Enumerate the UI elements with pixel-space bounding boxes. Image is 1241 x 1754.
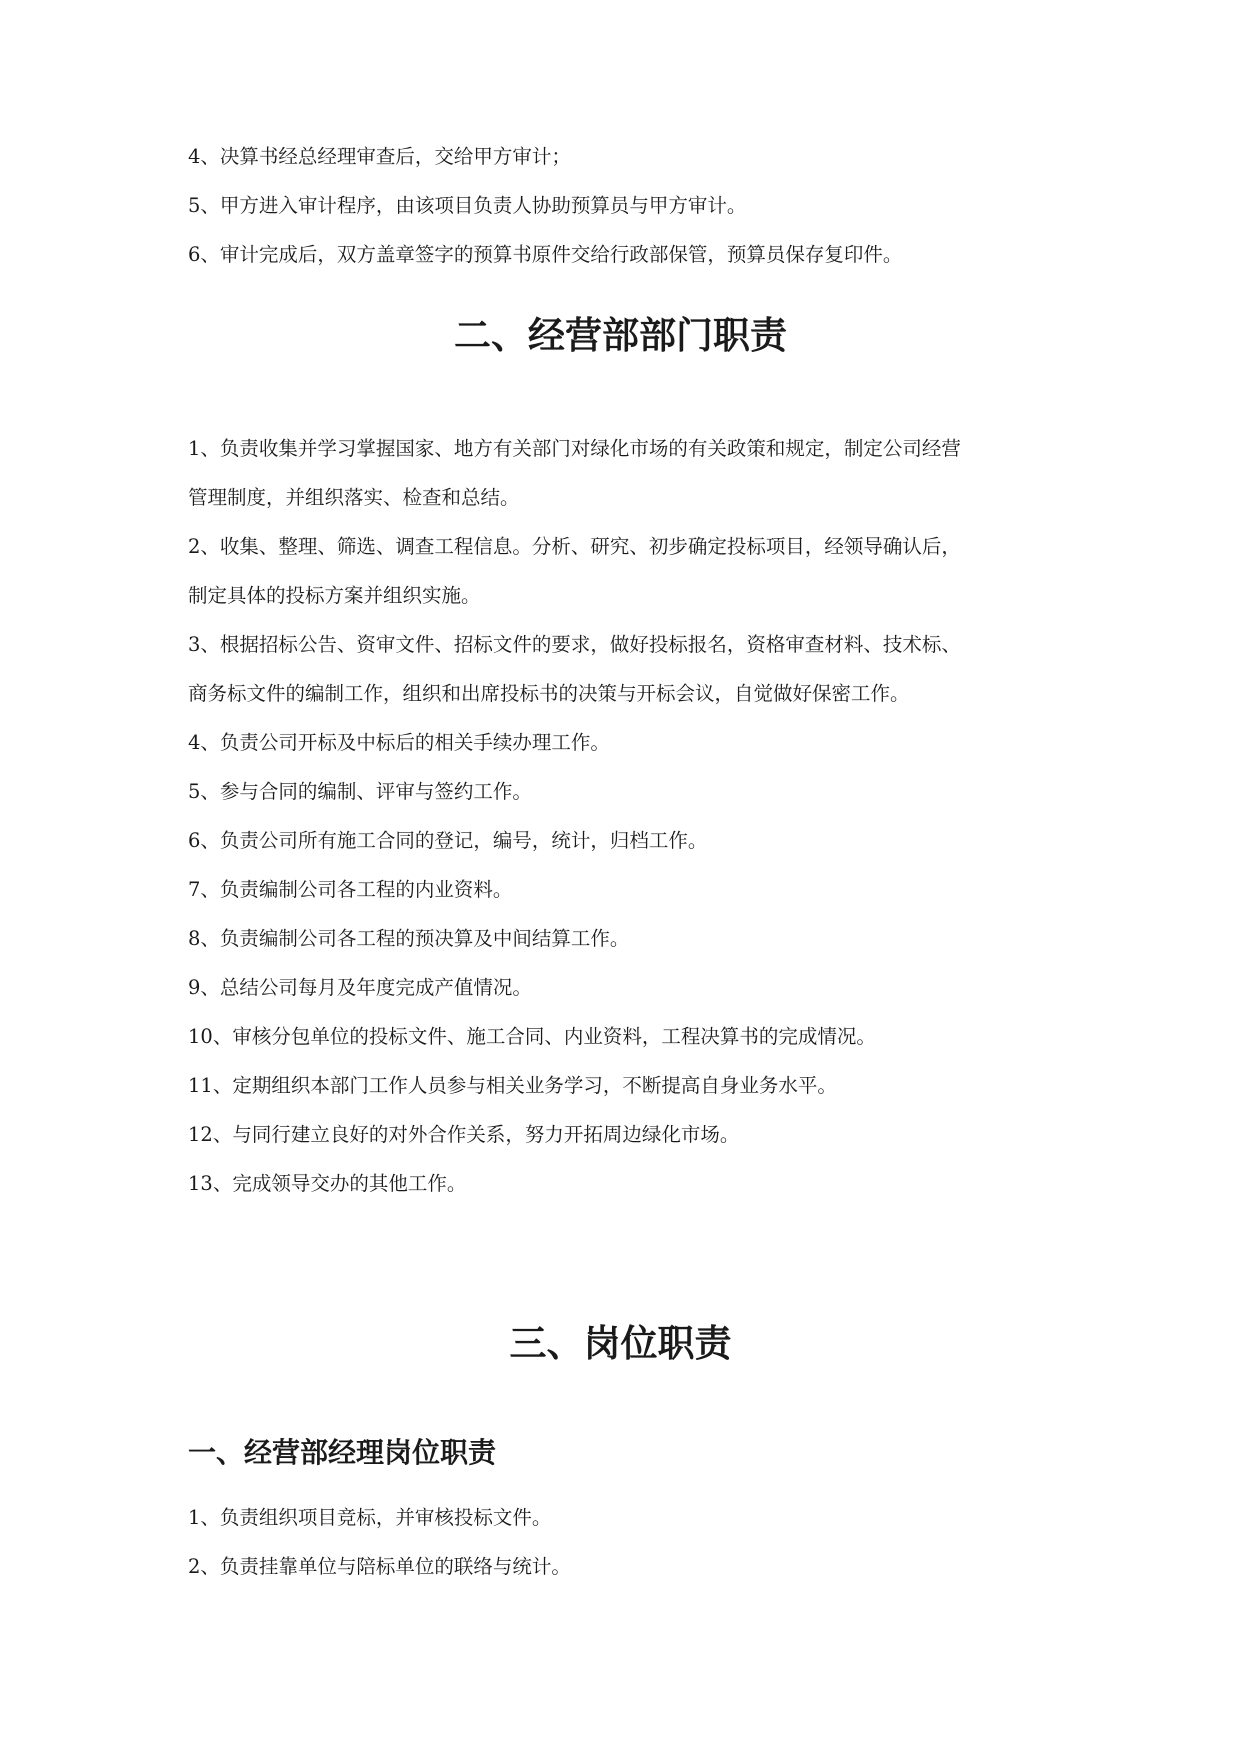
list-item: 1、负责组织项目竞标，并审核投标文件。 bbox=[188, 1506, 552, 1529]
list-item: 2、负责挂靠单位与陪标单位的联络与统计。 bbox=[188, 1555, 571, 1578]
list-item-continuation: 管理制度，并组织落实、检查和总结。 bbox=[188, 486, 520, 509]
list-item: 5、参与合同的编制、评审与签约工作。 bbox=[188, 780, 532, 803]
list-item: 3、根据招标公告、资审文件、招标文件的要求，做好投标报名，资格审查材料、技术标、 bbox=[188, 633, 961, 656]
list-item: 8、负责编制公司各工程的预决算及中间结算工作。 bbox=[188, 927, 630, 950]
list-item: 13、完成领导交办的其他工作。 bbox=[188, 1172, 467, 1195]
section-heading-post-duties: 三、岗位职责 bbox=[509, 1321, 732, 1365]
section-heading-business-dept: 二、经营部部门职责 bbox=[454, 313, 787, 357]
list-item: 1、负责收集并学习掌握国家、地方有关部门对绿化市场的有关政策和规定，制定公司经营 bbox=[188, 437, 961, 460]
list-item-continuation: 商务标文件的编制工作，组织和出席投标书的决策与开标会议，自觉做好保密工作。 bbox=[188, 682, 910, 705]
list-item: 4、负责公司开标及中标后的相关手续办理工作。 bbox=[188, 731, 610, 754]
list-item: 10、审核分包单位的投标文件、施工合同、内业资料，工程决算书的完成情况。 bbox=[188, 1025, 876, 1048]
list-item: 9、总结公司每月及年度完成产值情况。 bbox=[188, 976, 532, 999]
list-item-continuation: 制定具体的投标方案并组织实施。 bbox=[188, 584, 481, 607]
list-item: 5、甲方进入审计程序，由该项目负责人协助预算员与甲方审计。 bbox=[188, 194, 747, 217]
list-item: 11、定期组织本部门工作人员参与相关业务学习，不断提高自身业务水平。 bbox=[188, 1074, 837, 1097]
list-item: 7、负责编制公司各工程的内业资料。 bbox=[188, 878, 513, 901]
list-item: 6、审计完成后，双方盖章签字的预算书原件交给行政部保管，预算员保存复印件。 bbox=[188, 243, 903, 266]
subsection-list bbox=[188, 1493, 1058, 1591]
list-item: 12、与同行建立良好的对外合作关系，努力开拓周边绿化市场。 bbox=[188, 1123, 740, 1146]
list-item: 6、负责公司所有施工合同的登记，编号，统计，归档工作。 bbox=[188, 829, 708, 852]
intro-list bbox=[188, 132, 1058, 279]
list-item: 2、收集、整理、筛选、调查工程信息。分析、研究、初步确定投标项目，经领导确认后， bbox=[188, 535, 961, 558]
subsection-heading-manager-duties: 一、经营部经理岗位职责 bbox=[188, 1436, 497, 1469]
list-item: 4、决算书经总经理审查后，交给甲方审计； bbox=[188, 145, 571, 168]
section2-list bbox=[188, 424, 1058, 1208]
